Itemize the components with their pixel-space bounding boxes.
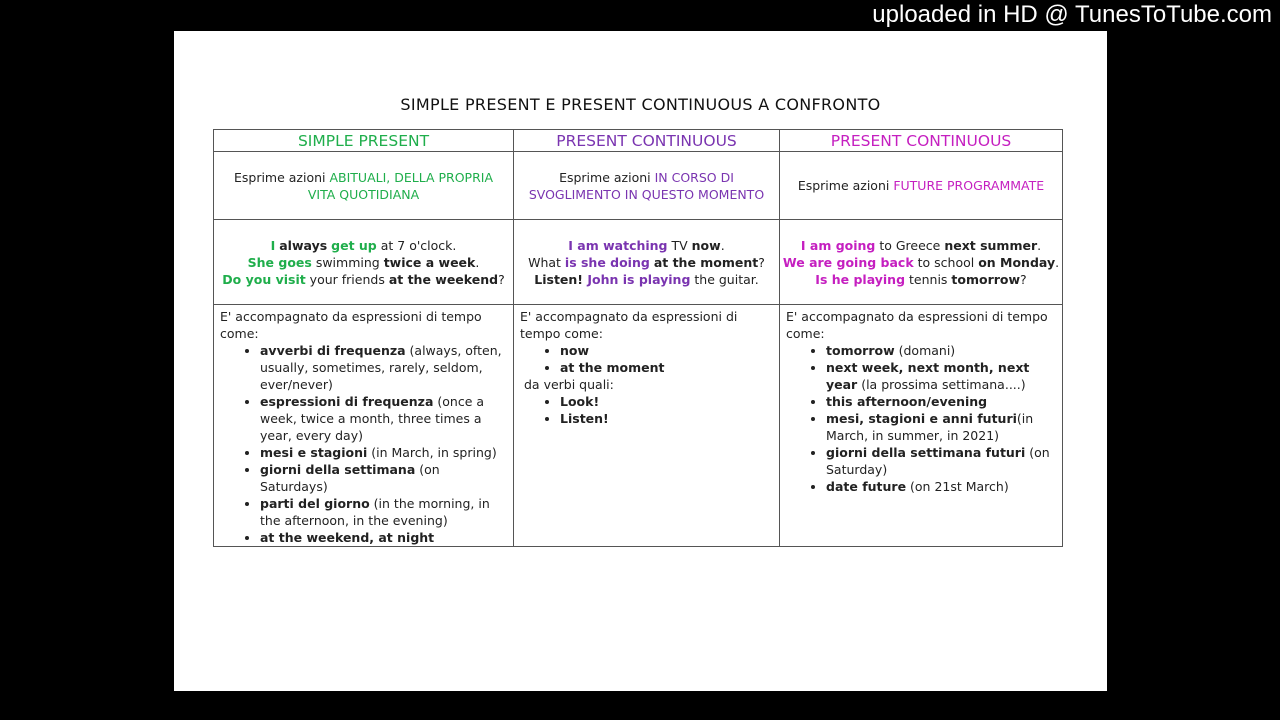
header-present-continuous-future: PRESENT CONTINUOUS [780, 130, 1063, 152]
example-segment: to school [913, 254, 979, 270]
desc-highlight: IN CORSO DI SVOGLIMENTO IN QUESTO MOMENTO [528, 169, 765, 202]
time-expressions-row [214, 305, 1063, 547]
list-item-detail: (on Saturday) [826, 445, 1050, 477]
list-item-detail: (la prossima settimana....) [857, 377, 1026, 392]
example-segment: ? [498, 271, 505, 287]
list-item [560, 393, 773, 410]
desc-cell-1 [514, 152, 780, 220]
example-sentence [214, 254, 513, 271]
desc-prefix: Esprime azioni [559, 169, 655, 185]
list-item-detail: (in March, in summer, in 2021) [826, 411, 1034, 443]
example-segment: on Monday [978, 254, 1056, 270]
time-expression-list [220, 342, 507, 546]
document-page [174, 31, 1107, 691]
list-item-bold: giorni della settimana futuri [826, 445, 1026, 460]
list-item-bold: mesi, stagioni e anni futuri [826, 411, 1017, 426]
time-intro: E' accompagnato da espressioni di tempo come: [786, 309, 1048, 341]
list-item-detail: (on Saturdays) [260, 462, 440, 494]
list-item-detail: (always, often, usually, sometimes, rarely, seldom, ever/never) [260, 343, 502, 392]
list-item-bold: giorni della settimana [260, 462, 416, 477]
list-item [560, 410, 773, 427]
list-item-bold: mesi e stagioni [260, 445, 368, 460]
list-item-detail: (on 21st March) [906, 479, 1009, 494]
example-segment: Is he playing [815, 271, 906, 287]
desc-prefix: Esprime azioni [797, 178, 894, 193]
example-sentence [780, 237, 1062, 254]
example-sentence [780, 254, 1062, 271]
example-segment: She goes [247, 254, 312, 270]
example-segment: now [691, 237, 721, 253]
desc-prefix: Esprime azioni [233, 169, 330, 185]
list-item [826, 342, 1056, 359]
example-segment: at the weekend [388, 271, 499, 287]
time-cell-2 [780, 305, 1063, 547]
list-item [560, 359, 773, 376]
example-sentence [214, 271, 513, 288]
time-cell-0 [214, 305, 514, 547]
header-simple-present: SIMPLE PRESENT [214, 130, 514, 152]
time-intro: E' accompagnato da espressioni di tempo come: [220, 309, 482, 341]
example-segment: tomorrow [951, 271, 1021, 287]
example-sentence [514, 237, 779, 254]
desc-cell-0 [214, 152, 514, 220]
example-segment: . [720, 237, 725, 253]
example-segment: get up [331, 237, 377, 253]
example-segment: next summer [944, 237, 1038, 253]
list-item-bold: date future [826, 479, 907, 494]
list-item [260, 444, 507, 461]
list-item-bold: at the moment [560, 360, 665, 375]
example-segment: . [475, 254, 480, 270]
list-item [826, 444, 1056, 478]
example-segment: I am watching [568, 237, 668, 253]
list-item [260, 461, 507, 495]
list-item-bold: parti del giorno [260, 496, 370, 511]
list-item-bold: espressioni di frequenza [260, 394, 434, 409]
header-present-continuous-now: PRESENT CONTINUOUS [514, 130, 780, 152]
header-row [214, 130, 1063, 152]
list-item-bold: next week, next month, next year [826, 360, 1030, 392]
watermark-text: uploaded in HD @ TunesToTube.com [872, 1, 1272, 28]
desc-highlight: FUTURE PROGRAMMATE [893, 178, 1045, 193]
example-segment: John is playing [587, 271, 691, 287]
description-row [214, 152, 1063, 220]
example-segment: tennis [905, 271, 952, 287]
example-sentence [780, 271, 1062, 288]
list-item-bold: Listen! [560, 411, 609, 426]
example-segment: your friends [305, 271, 389, 287]
example-segment: always [279, 237, 328, 253]
list-item-bold: tomorrow [826, 343, 895, 358]
comparison-table [213, 129, 1063, 547]
list-item-detail: (in March, in spring) [367, 445, 497, 460]
example-segment: twice a week [383, 254, 476, 270]
list-item [826, 393, 1056, 410]
example-sentence [514, 254, 779, 271]
list-item [260, 529, 507, 546]
time-intro: E' accompagnato da espressioni di tempo come: [520, 309, 738, 341]
list-item [826, 410, 1056, 444]
list-item-bold: Look! [560, 394, 600, 409]
example-segment: What [528, 254, 565, 270]
examples-cell-1 [514, 220, 780, 305]
list-item [260, 495, 507, 529]
example-sentence [514, 271, 779, 288]
example-segment: . [1037, 237, 1042, 253]
example-segment: Listen! [534, 271, 588, 287]
example-segment: at the moment [653, 254, 759, 270]
example-segment: ? [758, 254, 765, 270]
desc-cell-2 [780, 152, 1063, 220]
example-segment: the guitar. [690, 271, 759, 287]
example-segment: I [270, 237, 276, 253]
desc-highlight: ABITUALI, DELLA PROPRIA VITA QUOTIDIANA [307, 169, 494, 202]
list-item-bold: at the weekend, at night [260, 530, 435, 545]
time-expression-list [520, 393, 773, 427]
examples-cell-0 [214, 220, 514, 305]
time-expression-list [786, 342, 1056, 495]
list-item-detail: (in the morning, in the afternoon, in the evening) [260, 496, 490, 528]
example-segment: I am going [800, 237, 876, 253]
verb-intro: da verbi quali: [524, 377, 614, 392]
example-segment: ? [1020, 271, 1027, 287]
list-item [826, 359, 1056, 393]
example-segment: at 7 o'clock. [376, 237, 457, 253]
time-expression-list [520, 342, 773, 376]
list-item-detail: (domani) [894, 343, 956, 358]
list-item-detail: (once a week, twice a month, three times a year, every day) [260, 394, 485, 443]
list-item [260, 342, 507, 393]
time-cell-1 [514, 305, 780, 547]
example-sentence [214, 237, 513, 254]
example-segment: to Greece [875, 237, 945, 253]
example-segment: . [1055, 254, 1060, 270]
page-title: SIMPLE PRESENT E PRESENT CONTINUOUS A CONFRONTO [400, 95, 881, 114]
list-item [260, 393, 507, 444]
example-segment: is she doing [564, 254, 650, 270]
examples-row [214, 220, 1063, 305]
example-segment: We are going back [782, 254, 914, 270]
list-item [560, 342, 773, 359]
example-segment: Do you visit [222, 271, 306, 287]
examples-cell-2 [780, 220, 1063, 305]
list-item-bold: now [560, 343, 590, 358]
example-segment: swimming [311, 254, 384, 270]
example-segment: TV [667, 237, 692, 253]
list-item-bold: this afternoon/evening [826, 394, 988, 409]
list-item-bold: avverbi di frequenza [260, 343, 406, 358]
list-item [826, 478, 1056, 495]
